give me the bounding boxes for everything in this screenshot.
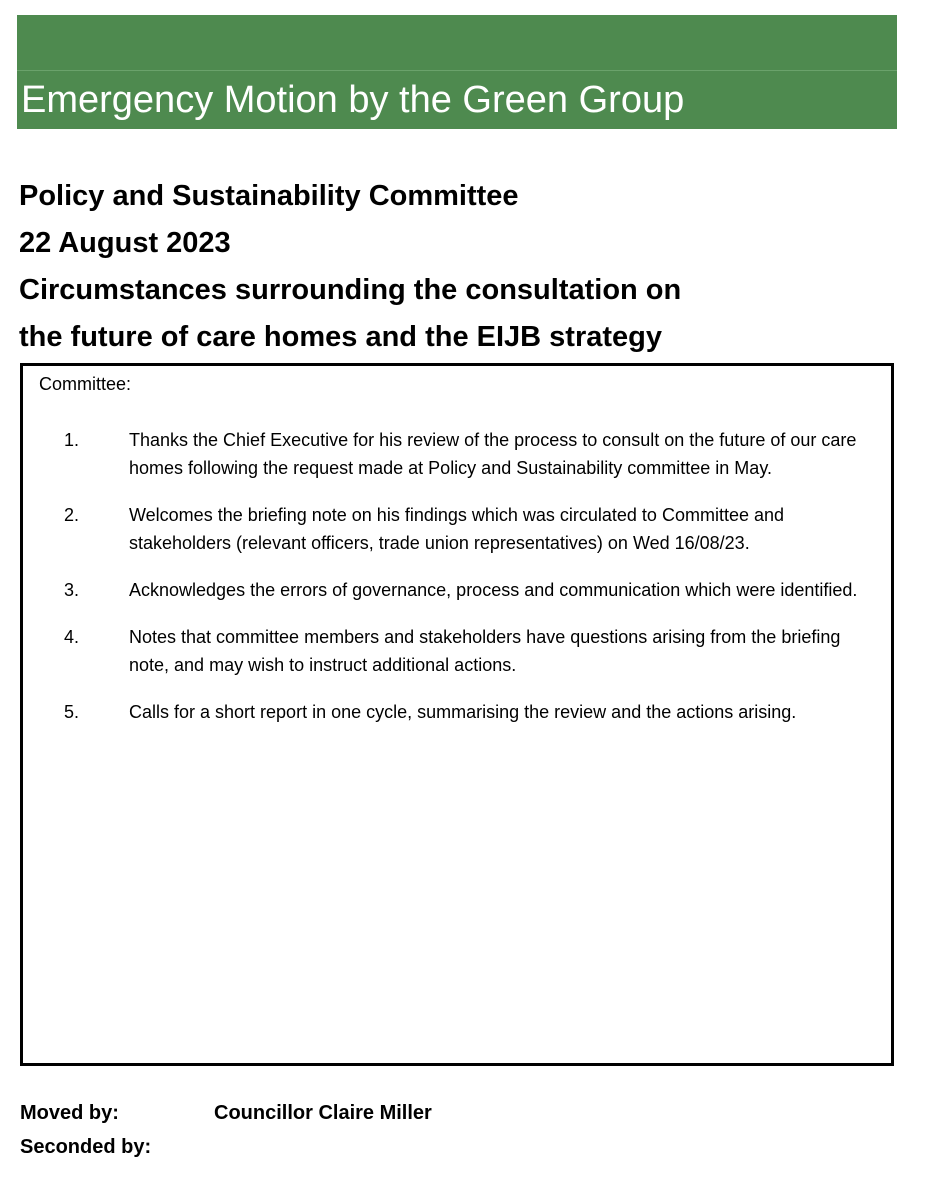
motion-subject-line-1: Circumstances surrounding the consultation on bbox=[19, 274, 682, 306]
moved-by-label: Moved by: bbox=[20, 1102, 119, 1124]
list-item bbox=[23, 623, 891, 679]
item-number: 1. bbox=[64, 430, 80, 450]
title-banner bbox=[17, 15, 897, 129]
seconded-by-row bbox=[20, 1130, 432, 1164]
motion-signatories bbox=[20, 1096, 432, 1164]
seconded-by-label: Seconded by: bbox=[20, 1136, 152, 1158]
item-text: Welcomes the briefing note on his findings which was circulated to Committee and stakeholders (relevant officers, trade union representatives) on Wed 16/08/23. bbox=[129, 505, 784, 553]
motion-subject-line-2: the future of care homes and the EIJB strategy bbox=[19, 321, 662, 353]
list-item bbox=[23, 501, 891, 557]
document-title: Emergency Motion by the Green Group bbox=[21, 79, 685, 121]
motion-item-list bbox=[23, 426, 891, 745]
item-number: 5. bbox=[64, 702, 80, 722]
list-item bbox=[23, 426, 891, 482]
moved-by-row bbox=[20, 1096, 432, 1130]
banner-divider bbox=[17, 70, 897, 71]
item-number: 4. bbox=[64, 627, 80, 647]
motion-text-box bbox=[20, 363, 894, 1066]
item-text: Thanks the Chief Executive for his review of the process to consult on the future of our care homes following the request made at Policy and Sustainability committee in May. bbox=[129, 430, 857, 478]
motion-heading bbox=[19, 173, 899, 361]
committee-label: Committee: bbox=[39, 374, 132, 394]
item-text: Calls for a short report in one cycle, summarising the review and the actions arising. bbox=[129, 702, 797, 722]
meeting-date: 22 August 2023 bbox=[19, 227, 231, 259]
moved-by-name: Councillor Claire Miller bbox=[214, 1102, 432, 1124]
committee-name: Policy and Sustainability Committee bbox=[19, 180, 519, 212]
item-number: 3. bbox=[64, 580, 80, 600]
item-number: 2. bbox=[64, 505, 80, 525]
item-text: Acknowledges the errors of governance, process and communication which were identified. bbox=[129, 580, 858, 600]
list-item bbox=[23, 576, 891, 604]
list-item bbox=[23, 698, 891, 726]
item-text: Notes that committee members and stakeholders have questions arising from the briefing note, and may wish to instruct additional actions. bbox=[129, 627, 841, 675]
